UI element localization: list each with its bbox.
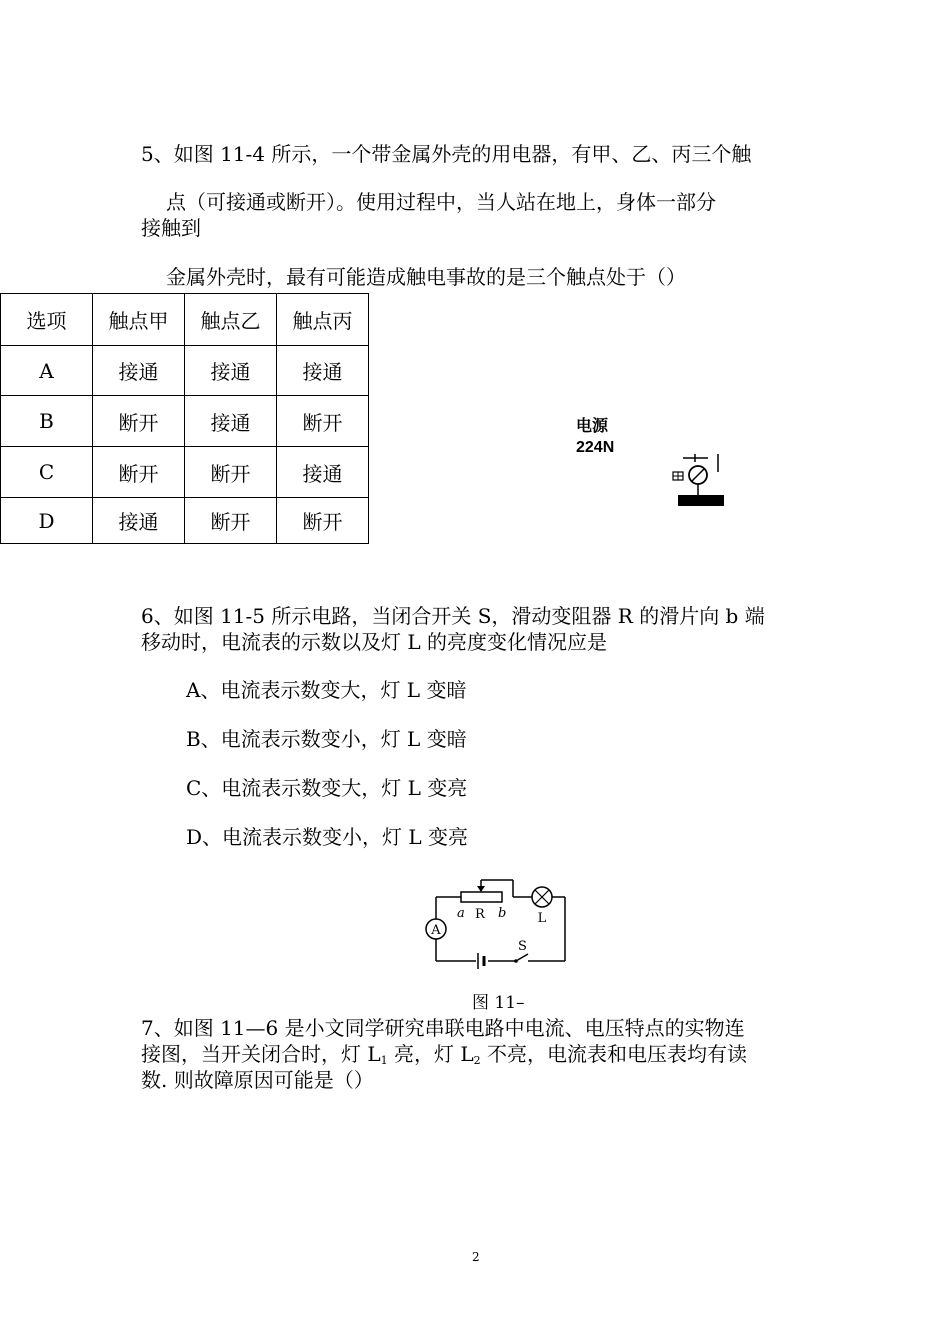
table-cell: 接通	[93, 498, 185, 544]
terminal-a-label: a	[457, 906, 465, 921]
q5-options-table	[0, 293, 369, 544]
switch-symbol	[516, 954, 528, 961]
q7-line-2-part-b: 亮，灯 L	[387, 1042, 474, 1066]
table-cell: 接通	[277, 346, 369, 396]
q6-option-a: A、电流表示数变大，灯 L 变暗	[186, 678, 467, 702]
table-cell: B	[1, 396, 93, 447]
rheostat-label: R	[475, 907, 485, 922]
q6-line-2: 移动时，电流表的示数以及灯 L 的亮度变化情况应是	[141, 630, 607, 654]
table-cell: 断开	[185, 498, 277, 544]
table-header-cell: 触点丙	[277, 294, 369, 346]
table-row	[1, 447, 369, 498]
table-row	[1, 498, 369, 544]
table-cell: 接通	[277, 447, 369, 498]
ammeter-label: A	[431, 923, 441, 938]
figure-label-224n: 224N	[576, 439, 615, 456]
table-header-row	[1, 294, 369, 346]
circuit-diagram	[420, 870, 580, 975]
rheostat-resistor	[461, 892, 502, 902]
page-number: 2	[472, 1250, 480, 1264]
q6-option-d: D、电流表示数变小，灯 L 变亮	[186, 825, 469, 849]
table-cell: D	[1, 498, 93, 544]
table-cell: A	[1, 346, 93, 396]
q6-option-b: B、电流表示数变小，灯 L 变暗	[186, 727, 467, 751]
switch-label: S	[518, 939, 527, 954]
terminal-b-label: b	[498, 906, 507, 921]
table-header-cell: 选项	[1, 294, 93, 346]
table-cell: 断开	[277, 396, 369, 447]
table-row	[1, 396, 369, 447]
q7-line-1: 7、如图 11—6 是小文同学研究串联电路中电流、电压特点的实物连	[141, 1016, 745, 1040]
table-cell: 接通	[93, 346, 185, 396]
table-cell: 接通	[185, 346, 277, 396]
figure-caption: 图 11–	[472, 993, 525, 1013]
table-row	[1, 346, 369, 396]
table-header-cell: 触点甲	[93, 294, 185, 346]
l1-subscript: 1	[380, 1054, 388, 1067]
q5-line-2: 点（可接通或断开）。使用过程中，当人站在地上，身体一部分	[166, 190, 716, 214]
q6-line-1: 6、如图 11-5 所示电路，当闭合开关 S，滑动变阻器 R 的滑片向 b 端	[141, 604, 765, 628]
lamp-label: L	[537, 911, 547, 926]
q6-option-c: C、电流表示数变大，灯 L 变亮	[186, 776, 468, 800]
appliance-figure	[668, 450, 730, 510]
q7-line-2-part-c: 不亮，电流表和电压表均有读	[480, 1042, 747, 1066]
table-cell: 接通	[185, 396, 277, 447]
table-header-cell: 触点乙	[185, 294, 277, 346]
table-cell: C	[1, 447, 93, 498]
rheostat-slider	[477, 886, 485, 892]
figure-label-power: 电源	[576, 418, 609, 435]
table-cell: 断开	[93, 447, 185, 498]
q7-line-3: 数. 则故障原因可能是（）	[141, 1068, 374, 1092]
table-cell: 断开	[93, 396, 185, 447]
l2-subscript: 2	[473, 1054, 481, 1067]
q5-line-3: 接触到	[141, 216, 201, 240]
q5-line-4: 金属外壳时，最有可能造成触电事故的是三个触点处于（）	[166, 265, 686, 289]
table-cell: 断开	[277, 498, 369, 544]
table-cell: 断开	[185, 447, 277, 498]
q7-line-2-part-a: 接图，当开关闭合时，灯 L	[141, 1042, 381, 1066]
q5-line-1: 5、如图 11-4 所示，一个带金属外壳的用电器，有甲、乙、丙三个触	[141, 142, 752, 166]
